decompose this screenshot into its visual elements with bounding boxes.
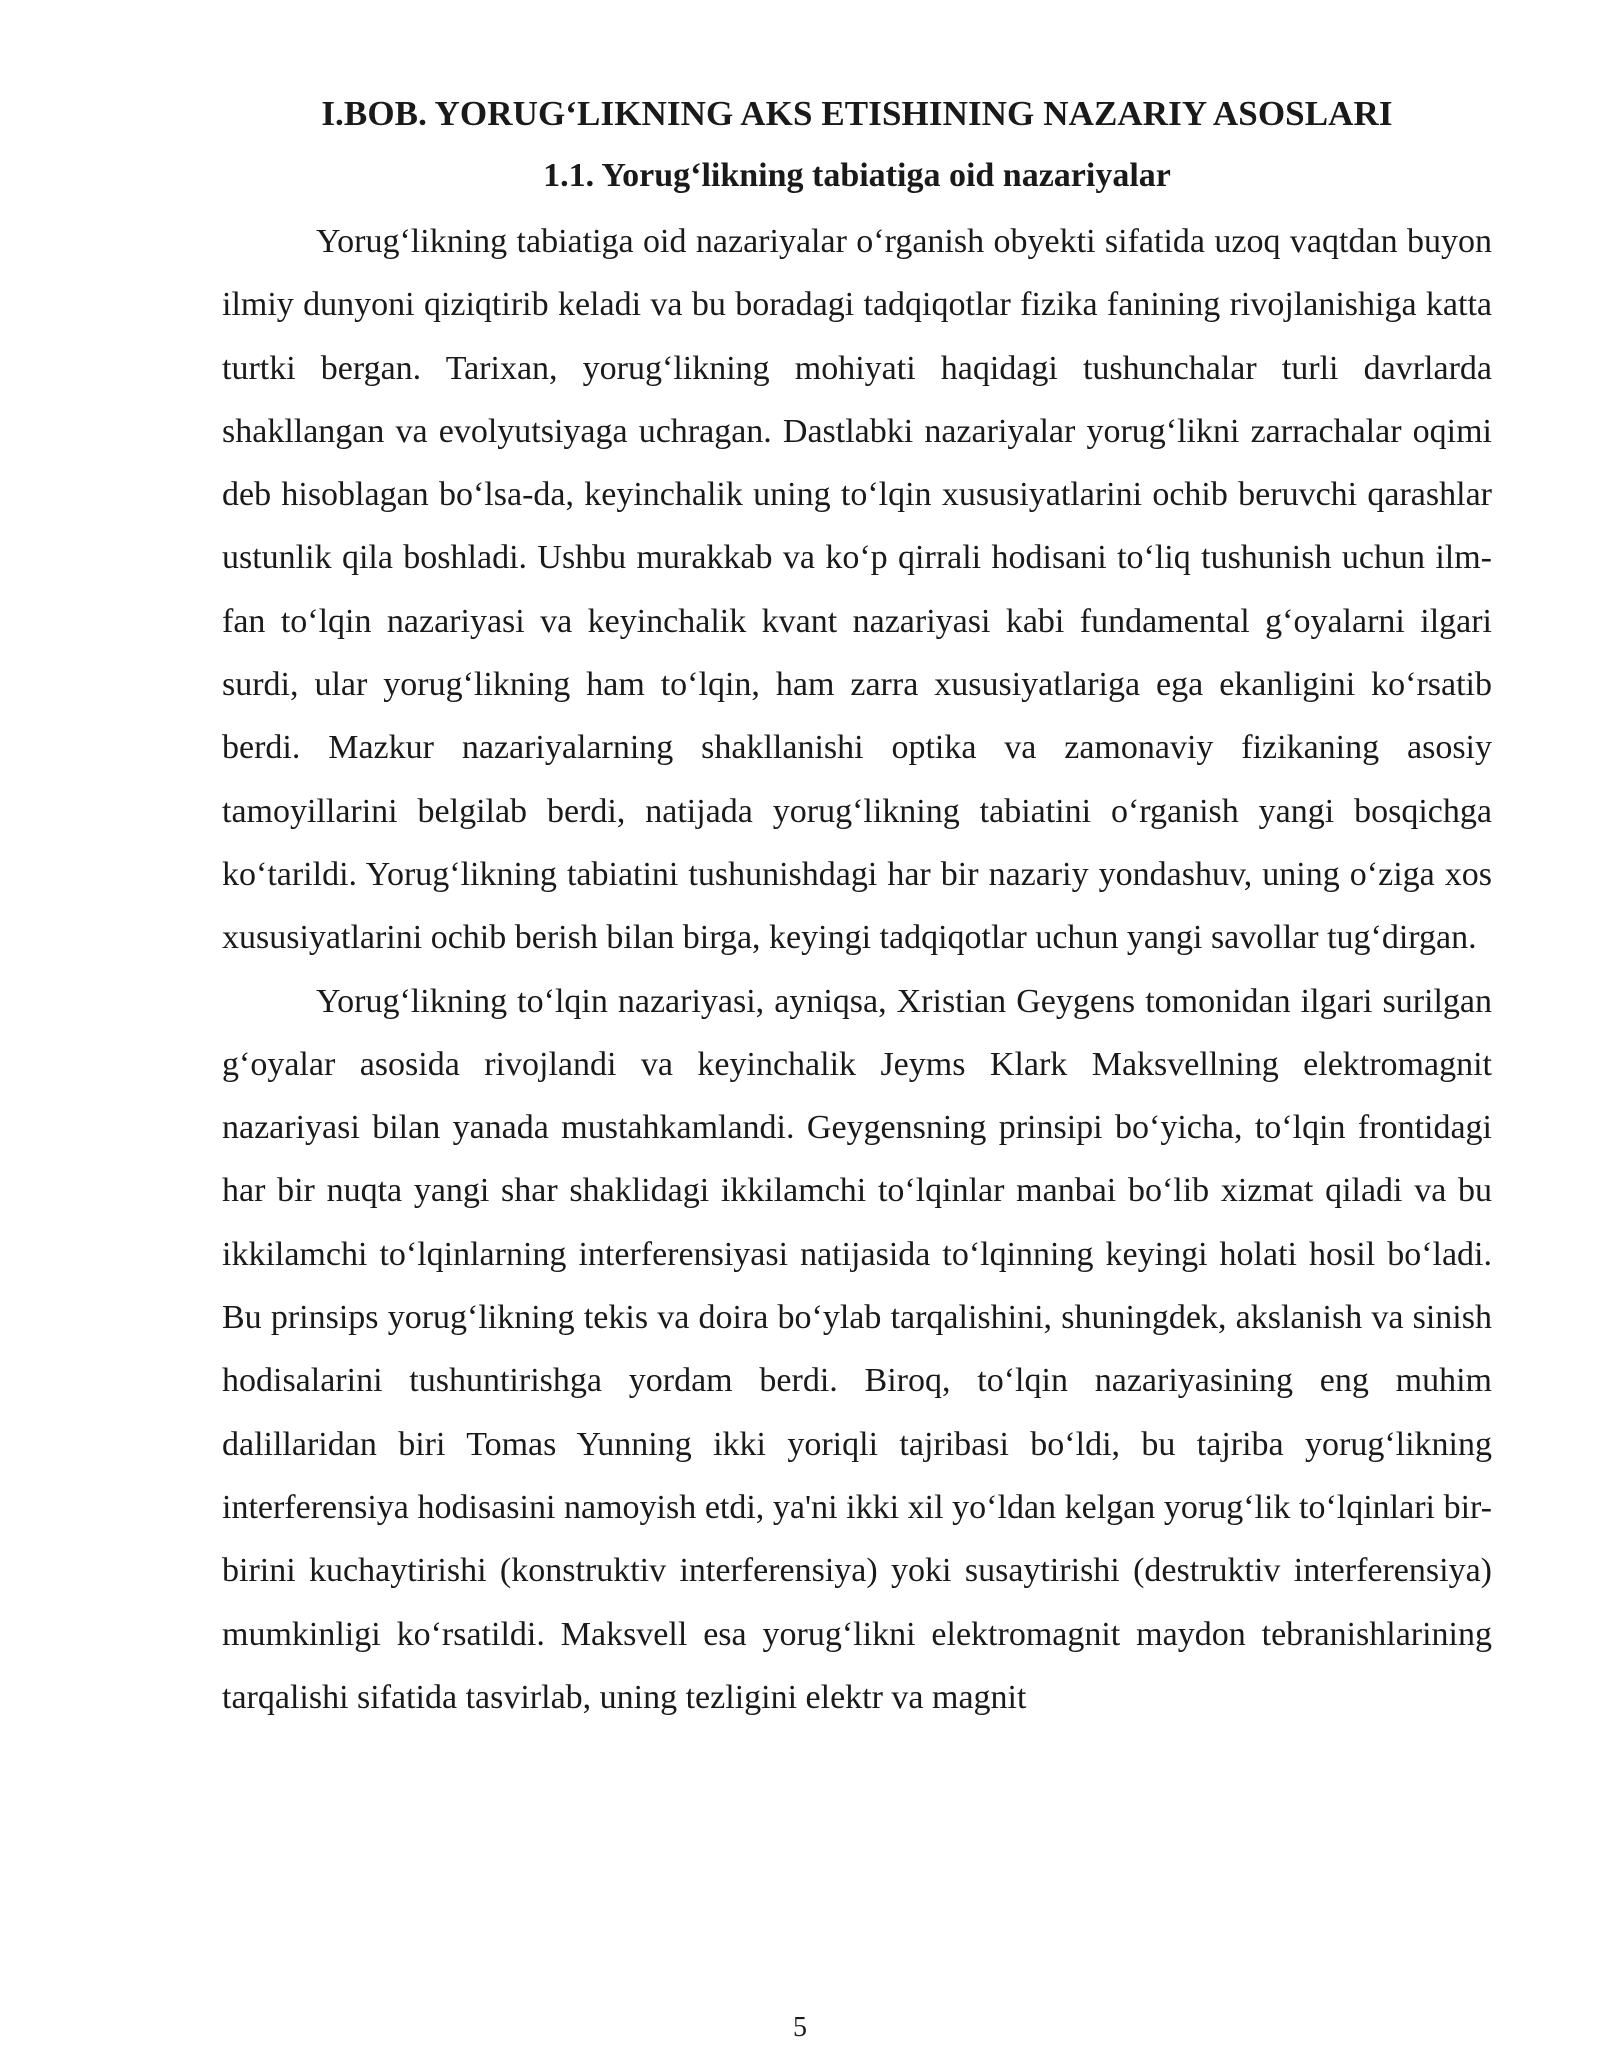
page-body (222, 88, 1492, 1729)
body-paragraph: Yorug‘likning to‘lqin nazariyasi, ayniqsa, Xristian Geygens tomonidan ilgari surilgan g‘oyalar asosida rivojlandi va keyinchalik Jeyms Klark Maksvellning elektromagnit nazariyasi bilan yanada mustahkamlandi. Geygensning prinsipi bo‘yicha, to‘lqin frontidagi har bir nuqta yangi shar shaklidagi ikkilamchi to‘lqinlar manbai bo‘lib xizmat qiladi va bu ikkilamchi to‘lqinlarning interferensiyasi natijasida to‘lqinning keyingi holati hosil bo‘ladi. Bu prinsips yorug‘likning tekis va doira bo‘ylab tarqalishini, shuningdek, akslanish va sinish hodisalarini tushuntirishga yordam berdi. Biroq, to‘lqin nazariyasining eng muhim dalillaridan biri Tomas Yunning ikki yoriqli tajribasi bo‘ldi, bu tajriba yorug‘likning interferensiya hodisasini namoyish etdi, ya'ni ikki xil yo‘ldan kelgan yorug‘lik to‘lqinlari bir-birini kuchaytirishi (konstruktiv interferensiya) yoki susaytirishi (destruktiv interferensiya) mumkinligi ko‘rsatildi. Maksvell esa yorug‘likni elektromagnit maydon tebranishlarining tarqalishi sifatida tasvirlab, uning tezligini elektr va magnit (222, 982, 1492, 1716)
page-number: 5 (793, 2012, 807, 2043)
chapter-title: I.BOB. YORUG‘LIKNING AKS ETISHINING NAZARIY ASOSLARI (321, 94, 1393, 133)
section-title: 1.1. Yorug‘likning tabiatiga oid nazariyalar (543, 157, 1171, 194)
body-paragraph: Yorug‘likning tabiatiga oid nazariyalar o‘rganish obyekti sifatida uzoq vaqtdan buyon ilmiy dunyoni qiziqtirib keladi va bu boradagi tadqiqotlar fizika fanining rivojlanishiga katta turtki bergan. Tarixan, yorug‘likning mohiyati haqidagi tushunchalar turli davrlarda shakllangan va evolyutsiyaga uchragan. Dastlabki nazariyalar yorug‘likni zarrachalar oqimi deb hisoblagan bo‘lsa-da, keyinchalik uning to‘lqin xususiyatlarini ochib beruvchi qarashlar ustunlik qila boshladi. Ushbu murakkab va ko‘p qirrali hodisani to‘liq tushunish uchun ilm-fan to‘lqin nazariyasi va keyinchalik kvant nazariyasi kabi fundamental g‘oyalarni ilgari surdi, ular yorug‘likning ham to‘lqin, ham zarra xususiyatlariga ega ekanligini ko‘rsatib berdi. Mazkur nazariyalarning shakllanishi optika va zamonaviy fizikaning asosiy tamoyillarini belgilab berdi, natijada yorug‘likning tabiatini o‘rganish yangi bosqichga ko‘tarildi. Yorug‘likning tabiatini tushunishdagi har bir nazariy yondashuv, uning o‘ziga xos xususiyatlarini ochib berish bilan birga, keyingi tadqiqotlar uchun yangi savollar tug‘dirgan. (222, 223, 1492, 957)
